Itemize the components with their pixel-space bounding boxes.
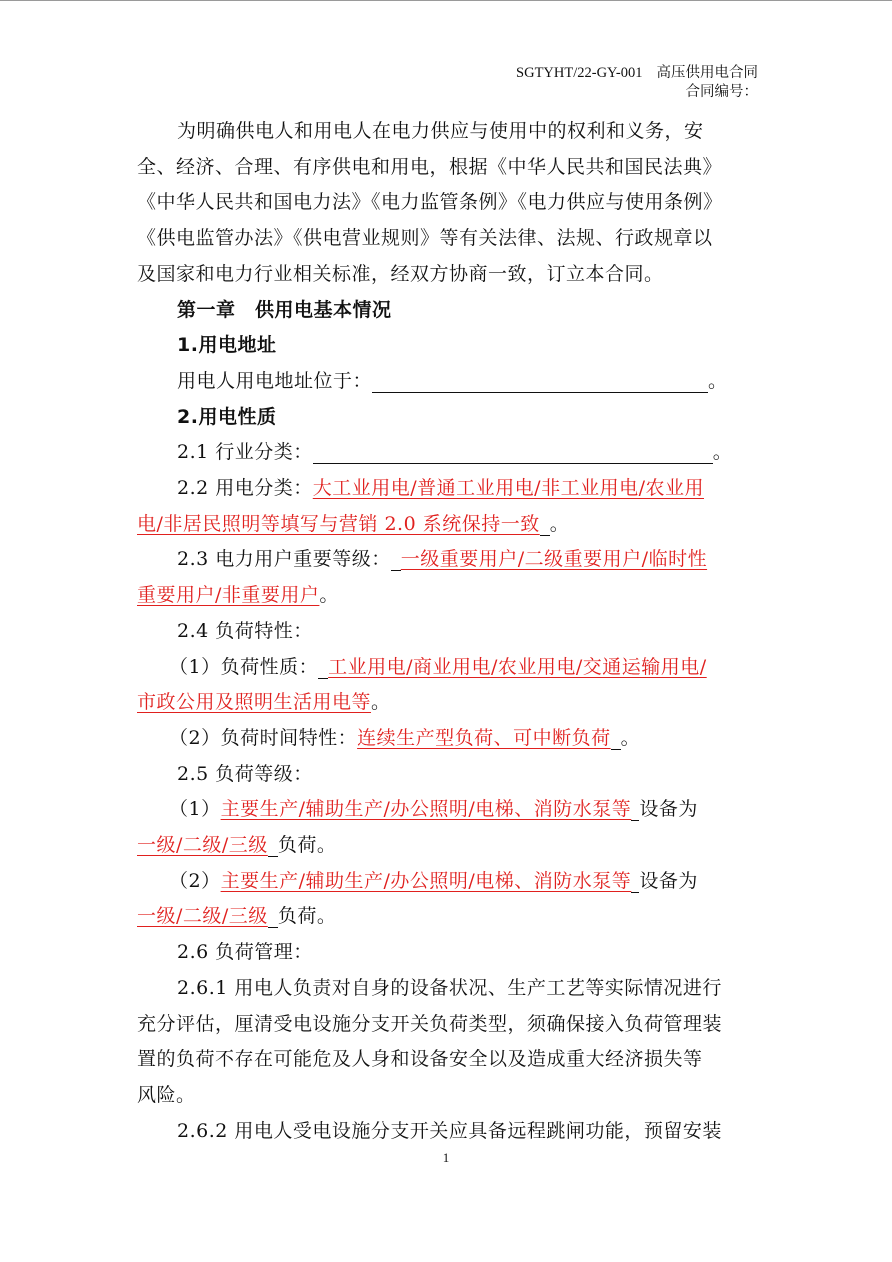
- load-level-item-1-hint: 主要生产/辅助生产/办公照明/电梯、消防水泵等: [220, 798, 632, 821]
- contract-number-label: 合同编号：: [685, 84, 758, 100]
- preamble-line: 全、经济、合理、有序供电和用电，根据《中华人民共和国民法典》: [137, 155, 723, 178]
- load-nature-hint-cont: 市政公用及照明生活用电等: [137, 691, 372, 714]
- importance-line: [137, 542, 757, 578]
- load-level-item-2-number: （2）: [169, 869, 221, 892]
- load-time-line: [137, 721, 757, 757]
- load-level-item-1-end: 负荷。: [277, 834, 337, 857]
- usage-class-line: [137, 471, 757, 507]
- underline-gap: [611, 725, 621, 750]
- load-level-line-2: [137, 864, 757, 900]
- industry-end: 。: [712, 441, 733, 464]
- load-level-item-2-end: 负荷。: [277, 905, 337, 928]
- load-level-line-1b: [137, 828, 757, 864]
- document-body: [137, 114, 757, 1149]
- address-blank-field[interactable]: [372, 368, 708, 393]
- load-level-line-1: [137, 792, 757, 828]
- address-end: 。: [708, 369, 728, 392]
- usage-class-line-2: [137, 507, 757, 543]
- load-time-hint: 连续生产型负荷、可中断负荷: [357, 726, 611, 749]
- section-heading-address: 1.用电地址: [177, 334, 277, 357]
- clause-2-6-2-line: 2.6.2 用电人受电设施分支开关应具备远程跳闸功能，预留安装: [177, 1119, 722, 1142]
- importance-line-2: [137, 578, 757, 614]
- load-level-item-1-mid: 设备为: [639, 798, 698, 821]
- preamble-line: 《供电监管办法》《供电营业规则》等有关法律、法规、行政规章以: [137, 227, 713, 250]
- load-level-item-1-number: （1）: [169, 798, 221, 821]
- load-level-item-2-grade: 一级/二级/三级: [137, 905, 268, 928]
- industry-label: 2.1 行业分类：: [177, 441, 313, 464]
- preamble-line: 《中华人民共和国电力法》《电力监管条例》《电力供应与使用条例》: [137, 191, 723, 214]
- importance-end: 。: [319, 584, 339, 607]
- load-level-item-2-hint: 主要生产/辅助生产/办公照明/电梯、消防水泵等: [220, 869, 632, 892]
- industry-line: [137, 435, 757, 471]
- load-nature-line-2: [137, 685, 757, 721]
- load-time-label: （2）负荷时间特性：: [169, 726, 358, 749]
- load-nature-line: [137, 650, 757, 686]
- importance-label: 2.3 电力用户重要等级：: [177, 548, 391, 571]
- importance-hint: 一级重要用户/二级重要用户/临时性: [400, 548, 708, 571]
- load-nature-label: （1）负荷性质：: [169, 655, 319, 678]
- load-level-label: 2.5 负荷等级：: [177, 762, 313, 785]
- usage-class-hint: 大工业用电/普通工业用电/非工业用电/农业用: [312, 477, 704, 500]
- load-nature-hint: 工业用电/商业用电/农业用电/交通运输用电/: [328, 655, 707, 678]
- section-heading-nature: 2.用电性质: [177, 405, 277, 428]
- chapter-heading: 第一章 供用电基本情况: [177, 298, 392, 321]
- document-title: 高压供用电合同: [656, 65, 758, 81]
- clause-2-6-1-line: 风险。: [137, 1083, 196, 1106]
- usage-class-label: 2.2 用电分类：: [177, 477, 313, 500]
- underline-gap: [268, 832, 278, 857]
- industry-blank-field[interactable]: [313, 439, 713, 464]
- clause-2-6-1-line: 置的负荷不存在可能危及人身和设备安全以及造成重大经济损失等: [137, 1048, 703, 1071]
- load-level-line-2b: [137, 899, 757, 935]
- underline-gap: [318, 654, 328, 679]
- load-nature-end: 。: [371, 691, 391, 714]
- underline-gap: [540, 511, 550, 536]
- load-characteristics-label: 2.4 负荷特性：: [177, 619, 313, 642]
- load-level-item-2-mid: 设备为: [639, 869, 698, 892]
- preamble-line: 为明确供电人和用电人在电力供应与使用中的权利和义务，安: [177, 120, 704, 142]
- clause-2-6-1-line: 充分评估，厘清受电设施分支开关负荷类型，须确保接入负荷管理装: [137, 1012, 723, 1035]
- page-header: [516, 64, 758, 102]
- document-code: SGTYHT/22-GY-001: [516, 65, 643, 81]
- load-time-end: 。: [620, 726, 641, 749]
- usage-class-end: 。: [549, 512, 570, 535]
- page-top-border: [0, 0, 892, 1]
- load-level-item-1-grade: 一级/二级/三级: [137, 834, 268, 857]
- importance-hint-cont: 重要用户/非重要用户: [137, 584, 320, 607]
- preamble-line: 及国家和电力行业相关标准，经双方协商一致，订立本合同。: [137, 262, 664, 285]
- usage-class-hint-cont: 电/非居民照明等填写与营销 2.0 系统保持一致: [137, 512, 540, 535]
- page-number: 1: [442, 1150, 450, 1165]
- address-line: [137, 364, 757, 400]
- underline-gap: [268, 903, 278, 928]
- underline-gap: [391, 546, 401, 571]
- load-management-label: 2.6 负荷管理：: [177, 941, 313, 964]
- header-line-1: [516, 64, 758, 83]
- address-label: 用电人用电地址位于：: [177, 369, 373, 392]
- clause-2-6-1-line: 2.6.1 用电人负责对自身的设备状况、生产工艺等实际情况进行: [177, 976, 722, 999]
